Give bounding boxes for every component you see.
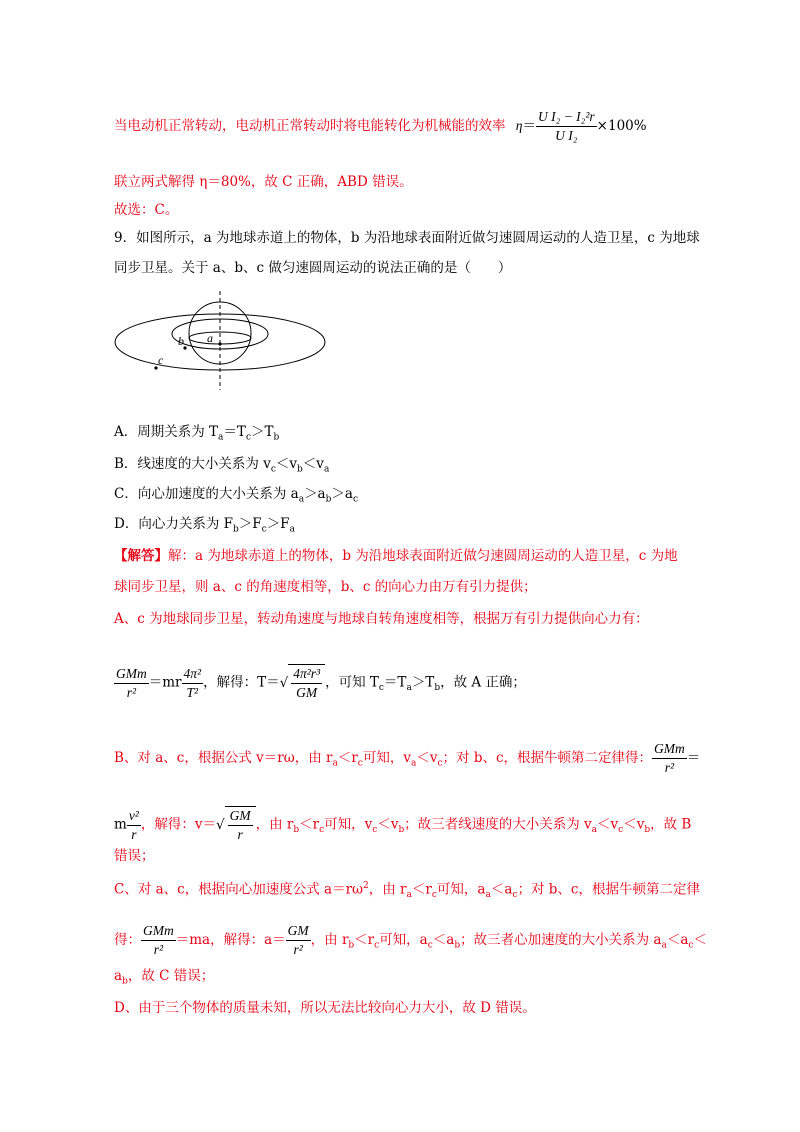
subscript: a bbox=[332, 758, 338, 769]
option-text: ＞a bbox=[331, 486, 353, 502]
text: 得： bbox=[114, 932, 141, 948]
subscript: c bbox=[378, 683, 384, 694]
answer-b-line-1 bbox=[114, 740, 700, 777]
label-a: a bbox=[207, 331, 213, 345]
text: ＜r bbox=[354, 932, 375, 948]
denominator: r bbox=[237, 827, 243, 842]
option-letter: C． bbox=[114, 486, 138, 502]
subscript: a bbox=[289, 524, 295, 535]
subscript: b bbox=[348, 940, 355, 951]
subscript: b bbox=[454, 940, 461, 951]
point-a bbox=[218, 342, 221, 345]
superscript: 2 bbox=[363, 881, 369, 891]
answer-line-2: 球同步卫星，则 a、c 的角速度相等，b、c 的向心力由万有引力提供； bbox=[114, 579, 537, 595]
fraction-gmm-r2 bbox=[114, 665, 149, 702]
subscript: c bbox=[261, 524, 267, 535]
label-b: b bbox=[178, 334, 184, 348]
subscript: c bbox=[431, 890, 437, 901]
option-letter: B． bbox=[114, 456, 138, 472]
option-a[interactable] bbox=[114, 422, 279, 448]
subscript: c bbox=[618, 825, 624, 836]
option-text: ＜v bbox=[302, 456, 324, 472]
fraction-gmm-r2 bbox=[141, 922, 176, 959]
answer-text: 解：a 为地球赤道上的物体，b 为沿地球表面附近做匀速圆周运动的人造卫星，c 为地 bbox=[168, 548, 678, 564]
answer-c-line-3 bbox=[114, 966, 214, 992]
text: ；对 b、c，根据牛顿第二定律 bbox=[517, 881, 700, 898]
text: ＜a bbox=[432, 932, 455, 948]
subscript: c bbox=[357, 758, 363, 769]
option-text: 向心力关系为 F bbox=[138, 516, 233, 532]
numerator: GM bbox=[286, 922, 311, 941]
text: ；故三者心加速度的大小关系为 a bbox=[460, 932, 662, 948]
formula-text: ，解得：T＝ bbox=[203, 674, 280, 691]
text: ＜r bbox=[411, 881, 432, 898]
option-b[interactable] bbox=[114, 454, 329, 480]
subscript: b bbox=[122, 976, 128, 987]
denominator: r² bbox=[126, 684, 137, 700]
fraction-v2-r bbox=[127, 807, 141, 844]
subscript: b bbox=[273, 432, 280, 443]
denominator: r² bbox=[153, 942, 164, 957]
subscript: b bbox=[325, 494, 332, 505]
text: 可知，v bbox=[362, 750, 411, 766]
answer-b-line-3: 错误； bbox=[114, 848, 155, 864]
solution-choice-line: 故选：C。 bbox=[114, 202, 179, 218]
text: ＜v bbox=[416, 750, 438, 766]
option-text: ＝T bbox=[223, 424, 246, 440]
option-text: ＞T bbox=[250, 424, 274, 440]
answer-c-line-1 bbox=[114, 876, 700, 905]
subscript: b bbox=[644, 825, 651, 836]
denominator: T² bbox=[186, 684, 199, 700]
numerator: 4π² bbox=[182, 665, 204, 684]
text: C、对 a、c，根据向心加速度公式 a＝rω bbox=[114, 881, 364, 898]
option-text: ＞F bbox=[238, 516, 262, 532]
text: ，故 C 错误； bbox=[127, 968, 215, 984]
text: 可知，a bbox=[436, 881, 486, 898]
text: ＜a bbox=[666, 932, 689, 948]
question-9-stem-line1: 9．如图所示，a 为地球赤道上的物体，b 为沿地球表面附近做匀速圆周运动的人造卫星，c 为地球 bbox=[114, 230, 700, 246]
efficiency-tail: ×100% bbox=[596, 118, 647, 134]
numerator: GMm bbox=[114, 665, 149, 684]
subscript: c bbox=[352, 494, 358, 505]
text: 可知，v bbox=[324, 816, 373, 833]
option-text: ＜v bbox=[275, 456, 298, 472]
subscript: c bbox=[372, 825, 378, 836]
text: B、对 a、c，根据公式 v＝rω，由 r bbox=[114, 750, 333, 766]
formula-line-a bbox=[114, 664, 526, 702]
denominator: GM bbox=[296, 685, 318, 700]
subscript: c bbox=[245, 432, 251, 443]
numerator: GMm bbox=[652, 740, 687, 759]
subscript: a bbox=[406, 890, 412, 901]
answer-c-line-2 bbox=[114, 922, 707, 959]
text: ＝ma，解得：a＝ bbox=[175, 932, 286, 948]
text: a bbox=[114, 968, 123, 984]
text: ；对 b、c，根据牛顿第二定律得： bbox=[442, 750, 653, 766]
efficiency-numerator: U I₂ − I₂²r bbox=[536, 108, 597, 127]
subscript: a bbox=[323, 464, 330, 475]
denominator: r bbox=[131, 826, 137, 842]
fraction-gmm-r2 bbox=[652, 740, 687, 777]
option-d[interactable] bbox=[114, 514, 295, 540]
answer-line-3: A、c 为地球同步卫星，转动角速度与地球自转角速度相等，根据万有引力提供向心力有： bbox=[114, 611, 649, 627]
eta-symbol: η bbox=[515, 118, 523, 133]
text: ＜r bbox=[299, 816, 320, 833]
subscript: a bbox=[661, 940, 667, 951]
text: ，由 r bbox=[368, 881, 407, 898]
sqrt-expression: √ $\frac{GM}{r}$ bbox=[216, 806, 256, 844]
subscript: a bbox=[406, 683, 412, 694]
numerator: GMm bbox=[141, 922, 176, 941]
efficiency-text: 当电动机正常转动，电动机正常转动时将电能转化为机械能的效率 bbox=[114, 118, 506, 134]
numerator: v² bbox=[127, 807, 141, 826]
text: ＜a bbox=[490, 881, 513, 898]
fraction-gm-r2 bbox=[286, 922, 311, 959]
answer-tag: 【解答】 bbox=[114, 548, 168, 564]
subscript: c bbox=[512, 890, 518, 901]
option-c[interactable] bbox=[114, 484, 358, 510]
denominator: r² bbox=[293, 942, 303, 957]
efficiency-formula: η＝ $\frac{\text{U I₂ − I₂²r}}{\text{U I₂}}$ ×100% bbox=[515, 109, 647, 143]
subscript: c bbox=[437, 758, 443, 769]
denominator: r² bbox=[664, 760, 675, 775]
option-letter: A． bbox=[114, 424, 138, 440]
formula-text: ，故 A 正确； bbox=[440, 674, 526, 691]
subscript: b bbox=[398, 825, 405, 836]
subscript: a bbox=[485, 890, 491, 901]
formula-text: ＞T bbox=[411, 674, 435, 691]
efficiency-line bbox=[114, 108, 647, 145]
text: ，由 r bbox=[255, 816, 294, 833]
sqrt-expression: √ $\frac{\text{4π²r³}}{GM}$ bbox=[280, 664, 325, 702]
numerator: 4π²r³ bbox=[291, 665, 322, 684]
option-text: 线速度的大小关系为 v bbox=[137, 456, 271, 472]
text: ＝ bbox=[686, 750, 701, 766]
text: 可知，a bbox=[379, 932, 428, 948]
option-text: 向心加速度的大小关系为 a bbox=[137, 486, 299, 502]
subscript: a bbox=[410, 758, 417, 769]
subscript: c bbox=[374, 940, 380, 951]
subscript: b bbox=[297, 464, 303, 475]
answer-b-line-2 bbox=[114, 806, 691, 844]
subscript: c bbox=[688, 940, 694, 951]
subscript: a bbox=[591, 825, 598, 836]
subscript: c bbox=[319, 825, 325, 836]
efficiency-denominator: U I₂ bbox=[555, 128, 578, 143]
text: ＜v bbox=[377, 816, 399, 833]
label-c: c bbox=[158, 353, 164, 367]
efficiency-fraction bbox=[536, 108, 597, 145]
answer-d-line: D、由于三个物体的质量未知，所以无法比较向心力大小，故 D 错误。 bbox=[114, 1000, 536, 1016]
option-text: ＞a bbox=[304, 486, 326, 502]
text: ＜v bbox=[597, 816, 619, 833]
option-text: 周期关系为 T bbox=[137, 424, 219, 440]
orbit-figure bbox=[108, 286, 333, 392]
text: ，解得：v＝ bbox=[140, 816, 216, 833]
subscript: a bbox=[218, 432, 224, 443]
text: ，由 r bbox=[310, 932, 349, 948]
option-letter: D． bbox=[114, 516, 139, 532]
text: ＜ bbox=[693, 932, 707, 948]
subscript: a bbox=[298, 494, 305, 505]
formula-text: ，可知 T bbox=[325, 674, 379, 691]
formula-text: ＝mr bbox=[148, 674, 182, 691]
subscript: c bbox=[427, 940, 433, 951]
text: ，故 B bbox=[650, 816, 692, 833]
fraction-4pi2-t2 bbox=[182, 665, 204, 702]
numerator: GM bbox=[228, 807, 253, 826]
subscript: c bbox=[270, 464, 276, 475]
option-text: ＞F bbox=[266, 516, 290, 532]
text: ＜v bbox=[623, 816, 645, 833]
question-9-stem-line2: 同步卫星。关于 a、b、c 做匀速圆周运动的说法正确的是（ ） bbox=[114, 260, 512, 276]
text: ；故三者线速度的大小关系为 v bbox=[404, 816, 592, 833]
text: ＜r bbox=[337, 750, 358, 766]
subscript: b bbox=[233, 524, 239, 535]
subscript: b bbox=[293, 825, 300, 836]
solution-result-line: 联立两式解得 η＝80%，故 C 正确，ABD 错误。 bbox=[114, 174, 413, 190]
formula-text: ＝T bbox=[383, 674, 407, 691]
text: m bbox=[114, 816, 127, 833]
answer-line-1 bbox=[114, 546, 678, 566]
subscript: b bbox=[434, 683, 441, 694]
